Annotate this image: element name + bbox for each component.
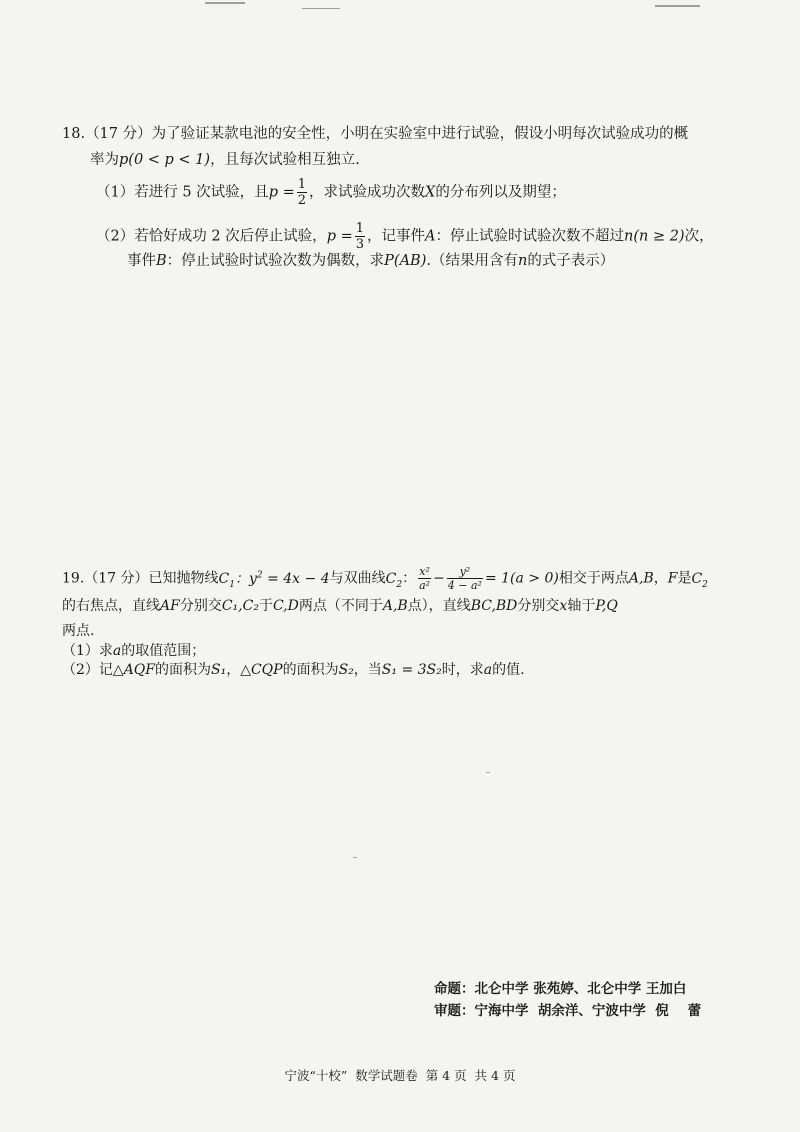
q18-prob-range: p(0 < p < 1) — [119, 152, 211, 168]
math-eq: = 1(a > 0) — [484, 570, 559, 587]
math-subscript: 1 — [229, 579, 235, 590]
math-a: a — [112, 643, 122, 659]
math-p: p = — [326, 228, 353, 245]
parabola-equation — [235, 571, 330, 587]
math-C2 — [385, 570, 403, 590]
part-text: 记 — [98, 662, 113, 678]
part-text: 若恰好成功 2 次后停止试验， — [134, 228, 327, 245]
scan-speck — [486, 772, 490, 773]
q19-text: 点），直线 — [407, 598, 471, 614]
fraction-numerator: 1 — [355, 221, 365, 236]
math-subscript: 2 — [396, 579, 403, 590]
math-p: p = — [268, 184, 295, 201]
reviewer-names: 宁海中学 胡余洋、宁波中学 倪 蕾 — [474, 1003, 702, 1019]
scan-mark — [205, 2, 245, 4]
fraction-y2 — [447, 566, 483, 591]
math-a: a — [483, 662, 493, 678]
part-text: 的取值范围； — [121, 643, 206, 659]
part-text: 的值. — [492, 662, 525, 678]
part-text: 的式子表示） — [527, 253, 615, 269]
q19-text: ， — [653, 570, 668, 587]
math-PAB: P(AB) — [384, 253, 427, 269]
q19-text: 分别交 — [517, 598, 560, 614]
q19-text: 相交于两点 — [558, 570, 629, 587]
fraction-numerator: x² — [419, 565, 430, 578]
part-label: （1） — [96, 184, 135, 201]
q18-score: （17 分） — [85, 126, 152, 142]
math-superscript: 2 — [256, 569, 263, 580]
math-S2: S₂ — [338, 662, 354, 678]
q19-line-3 — [62, 624, 94, 638]
q19-number: 19. — [62, 570, 85, 587]
reviewer-label: 审题： — [434, 1003, 475, 1019]
fraction-denominator: 3 — [355, 237, 365, 252]
math-condition: S₁ = 3S₂ — [381, 662, 442, 678]
q19-text: 于 — [258, 598, 273, 614]
math-x: x — [559, 598, 568, 614]
q19-text: 的右焦点，直线 — [62, 598, 160, 614]
q18-part-2-line-2 — [127, 254, 614, 269]
math-n-cond: n(n ≥ 2) — [624, 228, 685, 245]
math-C1C2: C₁,C₂ — [221, 598, 259, 614]
q19-text: 分别交 — [179, 598, 222, 614]
q19-text: 是 — [677, 570, 692, 587]
math-triangle-CQP: △CQP — [240, 662, 283, 678]
part-text: 的分布列以及期望； — [435, 184, 566, 201]
math-BCBD: BC,BD — [470, 598, 518, 614]
scan-mark — [655, 5, 700, 7]
q19-part-1 — [62, 644, 205, 658]
scan-mark — [302, 8, 340, 9]
credits-block — [434, 978, 701, 1022]
part-text: 次， — [684, 228, 714, 245]
math-subscript: 2 — [702, 579, 708, 590]
part-text: ，记事件 — [367, 228, 426, 245]
page-footer: 宁波“十校” 数学试题卷 第 4 页 共 4 页 — [284, 1068, 516, 1083]
q19-line-2 — [62, 599, 618, 613]
part-text: 的面积为 — [155, 662, 211, 678]
math-symbol: C — [385, 570, 397, 587]
proposer-label: 命题： — [434, 981, 475, 997]
q18-part-2 — [96, 222, 714, 251]
q19-line-1 — [62, 566, 708, 591]
math-triangle-AQF: △AQF — [112, 662, 155, 678]
part-text: ：停止试验时试验次数为偶数，求 — [166, 253, 385, 269]
math-B: B — [156, 253, 167, 269]
q18-stem: 为了验证某款电池的安全性，小明在实验室中进行试验，假设小明每次试验成功的概 — [151, 126, 689, 142]
scan-speck — [353, 857, 357, 858]
part-text: 事件 — [127, 253, 156, 269]
math-text: = 4x − 4 — [262, 570, 330, 587]
q18-number: 18. — [62, 126, 86, 142]
reviewer-line — [434, 1000, 701, 1022]
math-text: ：y — [234, 570, 257, 587]
q18-line-2 — [90, 153, 360, 168]
q19-text: 两点. — [62, 623, 95, 639]
part-text: 求 — [98, 643, 113, 659]
fraction-x2-a2 — [418, 566, 431, 591]
q18-stem-text: ，且每次试验相互独立. — [210, 152, 360, 168]
math-PQ: P,Q — [595, 598, 618, 614]
math-symbol: C — [218, 570, 230, 587]
part-text: ：停止试验时试验次数不超过 — [435, 228, 624, 245]
math-symbol: C — [691, 570, 703, 587]
part-text: .（结果用含有 — [426, 253, 518, 269]
math-AB: A,B — [382, 598, 408, 614]
fraction-one-half — [297, 178, 307, 207]
part-text: 的面积为 — [282, 662, 339, 678]
q18-part-1 — [96, 178, 566, 207]
fraction-denominator: 4 − a² — [447, 579, 482, 592]
math-n: n — [517, 253, 528, 269]
math-minus: − — [433, 570, 445, 587]
fraction-numerator: 1 — [297, 177, 307, 192]
fraction-one-third — [355, 222, 365, 251]
math-AB: A,B — [628, 570, 654, 587]
q19-part-2 — [62, 663, 525, 677]
part-label: （2） — [96, 228, 135, 245]
part-text: ，求试验成功次数 — [309, 184, 426, 201]
part-text: 若进行 5 次试验，且 — [134, 184, 269, 201]
fraction-numerator: y² — [459, 565, 471, 578]
proposer-line — [434, 978, 701, 1000]
part-text: ，当 — [353, 662, 382, 678]
math-F: F — [667, 570, 678, 587]
q19-text: ： — [402, 570, 417, 587]
math-C2 — [691, 570, 708, 590]
fraction-denominator: a² — [419, 579, 431, 592]
math-A: A — [425, 228, 436, 245]
q19-text: 与双曲线 — [329, 570, 386, 587]
part-text: ， — [226, 662, 241, 678]
part-text: 时，求 — [441, 662, 484, 678]
fraction-denominator: 2 — [297, 193, 307, 208]
proposer-names: 北仑中学 张苑婷、北仑中学 王加白 — [474, 981, 687, 997]
q19-score: （17 分） — [84, 570, 149, 587]
part-label: （1） — [62, 643, 99, 659]
q19-text: 两点（不同于 — [298, 598, 383, 614]
q18-line-1 — [62, 127, 688, 142]
math-CD: C,D — [272, 598, 299, 614]
q18-stem-text: 率为 — [90, 152, 119, 168]
q19-text: 轴于 — [567, 598, 596, 614]
math-C1 — [218, 570, 235, 590]
math-X: X — [425, 184, 436, 201]
math-AF: AF — [160, 598, 180, 614]
q19-text: 已知抛物线 — [148, 570, 219, 587]
part-label: （2） — [62, 662, 99, 678]
math-S1: S₁ — [211, 662, 227, 678]
